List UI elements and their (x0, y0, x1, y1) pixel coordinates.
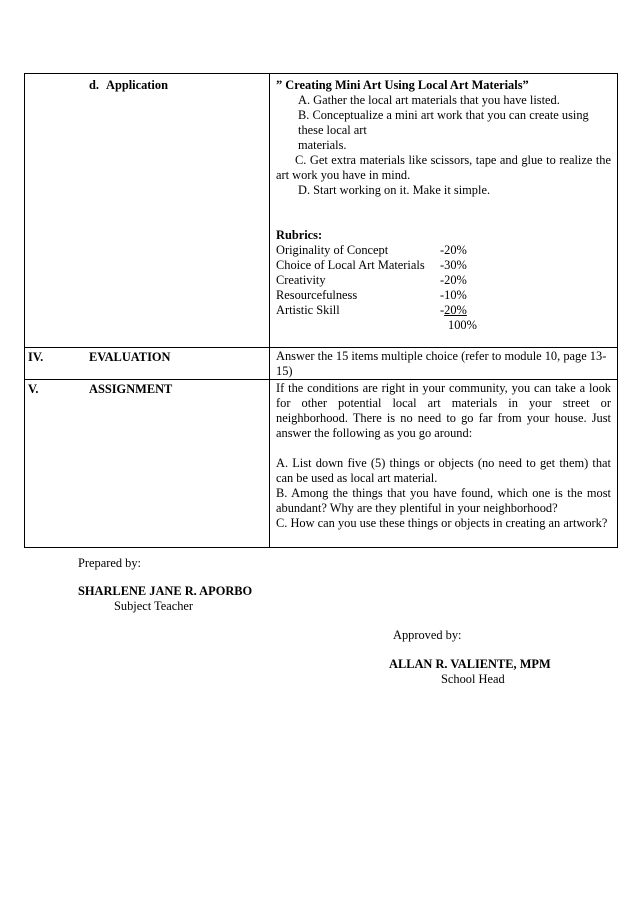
approved-by-title: School Head (441, 672, 505, 686)
rubric-row (276, 288, 611, 303)
application-row (25, 74, 618, 348)
application-content-cell (270, 74, 618, 348)
rubric-name: Artistic Skill (276, 303, 340, 317)
approved-by-label: Approved by: (393, 628, 462, 642)
evaluation-row (25, 348, 618, 380)
assignment-intro: If the conditions are right in your community, you can take a look for other potential local art materials in your street or neighborhood. There is no need to go far from your house. Just answer the following as you go around: (276, 381, 611, 440)
approved-by-name: ALLAN R. VALIENTE, MPM (389, 657, 551, 671)
assignment-row (25, 380, 618, 548)
rubric-row (276, 303, 611, 318)
prepared-by-title: Subject Teacher (114, 599, 194, 613)
assignment-number: V. (28, 382, 39, 396)
assignment-label: ASSIGNMENT (89, 382, 173, 396)
assignment-content-cell (270, 380, 618, 548)
rubric-name: Resourcefulness (276, 288, 358, 302)
rubric-value-underlined: 20% (444, 303, 467, 317)
lesson-plan-table (24, 73, 618, 548)
evaluation-label: EVALUATION (89, 350, 171, 364)
rubric-value: -30% (440, 258, 467, 272)
prepared-by-label: Prepared by: (78, 556, 141, 570)
application-label-cell (25, 74, 270, 348)
rubric-name: Creativity (276, 273, 326, 287)
evaluation-label-cell (25, 348, 270, 380)
rubric-name: Choice of Local Art Materials (276, 258, 425, 272)
assignment-item-b: B. Among the things that you have found, which one is the most abundant? Why are they plentiful in your neighborhood? (276, 486, 611, 515)
step-b-line2: materials. (298, 138, 347, 152)
spacer (276, 441, 611, 456)
rubric-value: -20% (440, 243, 467, 257)
rubric-row (276, 258, 611, 273)
assignment-item-a: A. List down five (5) things or objects (no need to get them) that can be used as local art material. (276, 456, 611, 485)
spacer (276, 531, 611, 541)
assignment-label-cell (25, 380, 270, 548)
application-label: Application (106, 78, 168, 92)
spacer (276, 198, 611, 228)
rubric-value: -20% (440, 273, 467, 287)
step-a: A. Gather the local art materials that you have listed. (298, 93, 560, 107)
step-b-line1: B. Conceptualize a mini art work that you can create using these local art (298, 108, 589, 137)
rubric-name: Originality of Concept (276, 243, 389, 257)
rubric-value-prefix: - (440, 303, 445, 317)
rubric-value: -10% (440, 288, 467, 302)
rubrics-total: 100% (448, 318, 477, 332)
rubric-value (440, 303, 500, 318)
application-title: ” Creating Mini Art Using Local Art Materials” (276, 78, 529, 92)
step-d: D. Start working on it. Make it simple. (298, 183, 491, 197)
rubrics-title: Rubrics: (276, 228, 323, 242)
rubric-row (276, 243, 611, 258)
evaluation-content: Answer the 15 items multiple choice (refer to module 10, page 13-15) (270, 348, 618, 380)
assignment-item-c: C. How can you use these things or objects in creating an artwork? (276, 516, 608, 530)
application-letter: d. (89, 78, 99, 92)
evaluation-number: IV. (28, 350, 44, 364)
prepared-by-name: SHARLENE JANE R. APORBO (78, 584, 253, 598)
step-c: C. Get extra materials like scissors, tape and glue to realize the art work you have in mind. (276, 153, 611, 182)
rubric-row (276, 273, 611, 288)
